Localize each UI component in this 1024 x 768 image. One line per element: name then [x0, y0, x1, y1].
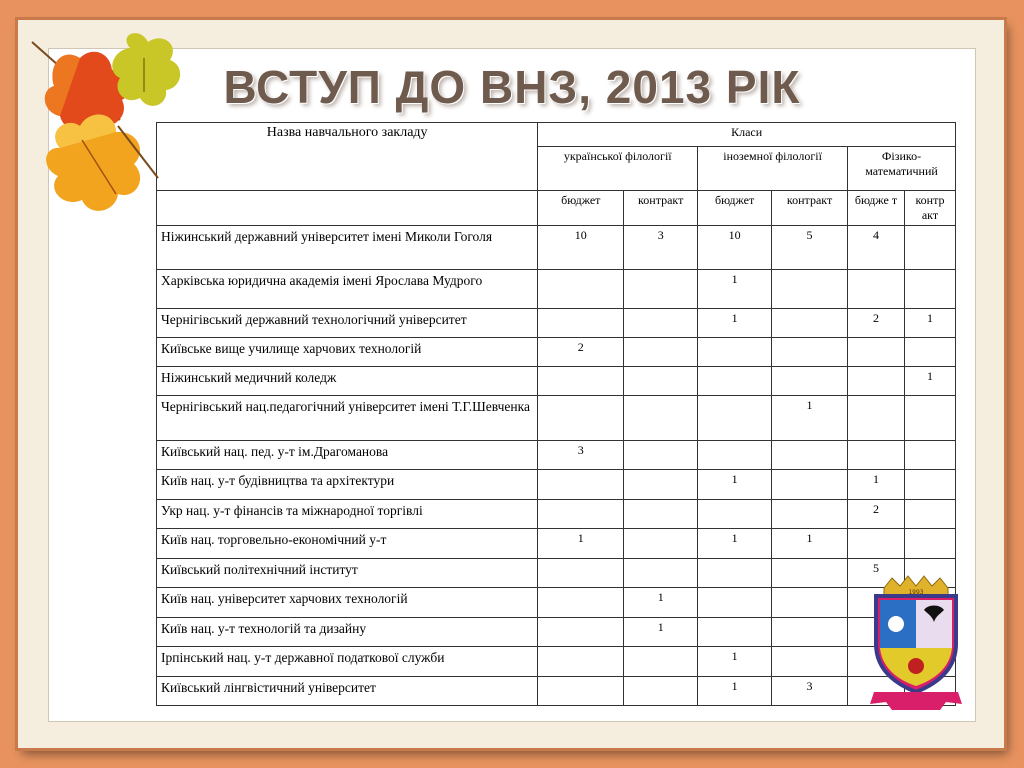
cell-ukr-budget: 2 — [538, 338, 624, 367]
institution-name: Київ нац. у-т технологій та дизайну — [157, 617, 538, 646]
cell-fm-contract: 1 — [904, 367, 955, 396]
cell-fm-budget — [848, 396, 905, 440]
cell-ukr-budget: 3 — [538, 440, 624, 469]
cell-ukr-contract — [624, 558, 698, 587]
institution-name: Київ нац. торговельно-економічний у-т — [157, 528, 538, 558]
emblem-year: 1993 — [908, 589, 924, 596]
cell-for-contract — [772, 469, 848, 499]
institution-name: Ірпінський нац. у-т державної податкової служби — [157, 646, 538, 676]
institution-name: Чернігівський державний технологічний університет — [157, 309, 538, 338]
cell-for-contract — [772, 440, 848, 469]
header-ukr-philology: української філології — [538, 147, 698, 191]
cell-for-budget — [698, 367, 772, 396]
table-row — [157, 309, 956, 338]
cell-for-budget: 1 — [698, 528, 772, 558]
cell-for-contract — [772, 558, 848, 587]
cell-ukr-contract — [624, 367, 698, 396]
cell-for-contract — [772, 617, 848, 646]
cell-fm-contract — [904, 528, 955, 558]
cell-for-contract: 1 — [772, 396, 848, 440]
header-physmath: Фізико-математичний — [848, 147, 956, 191]
cell-fm-contract — [904, 440, 955, 469]
slide-title: ВСТУП ДО ВНЗ, 2013 РІК — [223, 61, 801, 113]
cell-for-contract — [772, 499, 848, 528]
cell-fm-contract — [904, 396, 955, 440]
header-institution: Назва навчального закладу — [157, 123, 538, 191]
cell-ukr-budget — [538, 309, 624, 338]
table-row — [157, 558, 956, 587]
cell-for-contract — [772, 270, 848, 309]
cell-for-budget: 10 — [698, 226, 772, 270]
cell-ukr-contract — [624, 309, 698, 338]
cell-fm-budget: 5 — [848, 558, 905, 587]
cell-ukr-budget — [538, 367, 624, 396]
cell-for-contract — [772, 338, 848, 367]
autumn-leaves-icon — [20, 28, 190, 223]
cell-fm-contract — [904, 338, 955, 367]
cell-fm-budget — [848, 338, 905, 367]
cell-ukr-contract — [624, 440, 698, 469]
table-row — [157, 440, 956, 469]
cell-ukr-budget — [538, 587, 624, 617]
institution-name: Київський політехнічний інститут — [157, 558, 538, 587]
cell-for-contract — [772, 646, 848, 676]
cell-for-budget — [698, 587, 772, 617]
table-row — [157, 587, 956, 617]
table-row — [157, 226, 956, 270]
table-row — [157, 270, 956, 309]
cell-for-budget: 1 — [698, 309, 772, 338]
cell-fm-budget: 2 — [848, 499, 905, 528]
table-row — [157, 528, 956, 558]
cell-ukr-budget — [538, 617, 624, 646]
institution-name: Ніжинський медичний коледж — [157, 367, 538, 396]
cell-ukr-budget — [538, 396, 624, 440]
sub-for-contract: контракт — [772, 191, 848, 226]
cell-ukr-contract — [624, 499, 698, 528]
sub-for-budget: бюджет — [698, 191, 772, 226]
city-emblem-icon — [866, 574, 966, 714]
header-foreign-philology: іноземної філології — [698, 147, 848, 191]
cell-ukr-budget: 10 — [538, 226, 624, 270]
cell-ukr-budget — [538, 646, 624, 676]
cell-fm-budget — [848, 270, 905, 309]
sub-ukr-contract: контракт — [624, 191, 698, 226]
table-body — [157, 226, 956, 706]
institution-name: Київ нац. у-т будівництва та архітектури — [157, 469, 538, 499]
cell-ukr-contract — [624, 646, 698, 676]
cell-for-budget: 1 — [698, 646, 772, 676]
cell-ukr-contract — [624, 528, 698, 558]
cell-fm-budget — [848, 440, 905, 469]
institution-name: Укр нац. у-т фінансів та міжнародної торгівлі — [157, 499, 538, 528]
institution-name: Харківська юридична академія імені Ярослава Мудрого — [157, 270, 538, 309]
cell-for-contract — [772, 309, 848, 338]
cell-fm-budget: 2 — [848, 309, 905, 338]
cell-for-contract — [772, 587, 848, 617]
cell-for-budget — [698, 440, 772, 469]
institution-name: Чернігівський нац.педагогічний університет імені Т.Г.Шевченка — [157, 396, 538, 440]
table-row — [157, 499, 956, 528]
cell-fm-contract: 1 — [904, 309, 955, 338]
cell-for-budget — [698, 396, 772, 440]
cell-ukr-budget — [538, 270, 624, 309]
table-row — [157, 469, 956, 499]
institution-name: Ніжинський державний університет імені Миколи Гоголя — [157, 226, 538, 270]
cell-for-budget: 1 — [698, 676, 772, 705]
cell-fm-budget: 1 — [848, 469, 905, 499]
cell-fm-budget: 4 — [848, 226, 905, 270]
institution-name: Київський нац. пед. у-т ім.Драгоманова — [157, 440, 538, 469]
cell-ukr-contract — [624, 396, 698, 440]
table-row — [157, 676, 956, 705]
institution-name: Київ нац. університет харчових технологій — [157, 587, 538, 617]
cell-ukr-budget — [538, 499, 624, 528]
cell-for-budget — [698, 338, 772, 367]
cell-ukr-contract: 1 — [624, 617, 698, 646]
cell-for-contract: 3 — [772, 676, 848, 705]
cell-fm-budget — [848, 528, 905, 558]
cell-for-budget — [698, 558, 772, 587]
header-blank — [157, 191, 538, 226]
cell-for-budget: 1 — [698, 270, 772, 309]
sub-fm-budget: бюдже т — [848, 191, 905, 226]
table-row — [157, 367, 956, 396]
cell-fm-contract — [904, 270, 955, 309]
table-row — [157, 338, 956, 367]
cell-fm-contract — [904, 469, 955, 499]
cell-ukr-contract — [624, 338, 698, 367]
cell-ukr-contract — [624, 676, 698, 705]
cell-ukr-contract: 1 — [624, 587, 698, 617]
cell-for-budget: 1 — [698, 469, 772, 499]
admission-table — [156, 122, 956, 706]
table-row — [157, 617, 956, 646]
cell-ukr-budget: 1 — [538, 528, 624, 558]
institution-name: Київське вище училище харчових технологій — [157, 338, 538, 367]
cell-for-budget — [698, 617, 772, 646]
cell-fm-contract — [904, 226, 955, 270]
cell-ukr-contract — [624, 469, 698, 499]
cell-ukr-contract — [624, 270, 698, 309]
cell-ukr-budget — [538, 676, 624, 705]
cell-for-contract: 5 — [772, 226, 848, 270]
table-row — [157, 646, 956, 676]
header-classes: Класи — [538, 123, 956, 147]
cell-ukr-budget — [538, 558, 624, 587]
cell-for-contract: 1 — [772, 528, 848, 558]
cell-fm-budget — [848, 367, 905, 396]
table-row — [157, 396, 956, 440]
institution-name: Київський лінгвістичний університет — [157, 676, 538, 705]
cell-ukr-contract: 3 — [624, 226, 698, 270]
cell-ukr-budget — [538, 469, 624, 499]
cell-for-contract — [772, 367, 848, 396]
sub-fm-contract: контр акт — [904, 191, 955, 226]
cell-for-budget — [698, 499, 772, 528]
sub-ukr-budget: бюджет — [538, 191, 624, 226]
cell-fm-contract — [904, 499, 955, 528]
